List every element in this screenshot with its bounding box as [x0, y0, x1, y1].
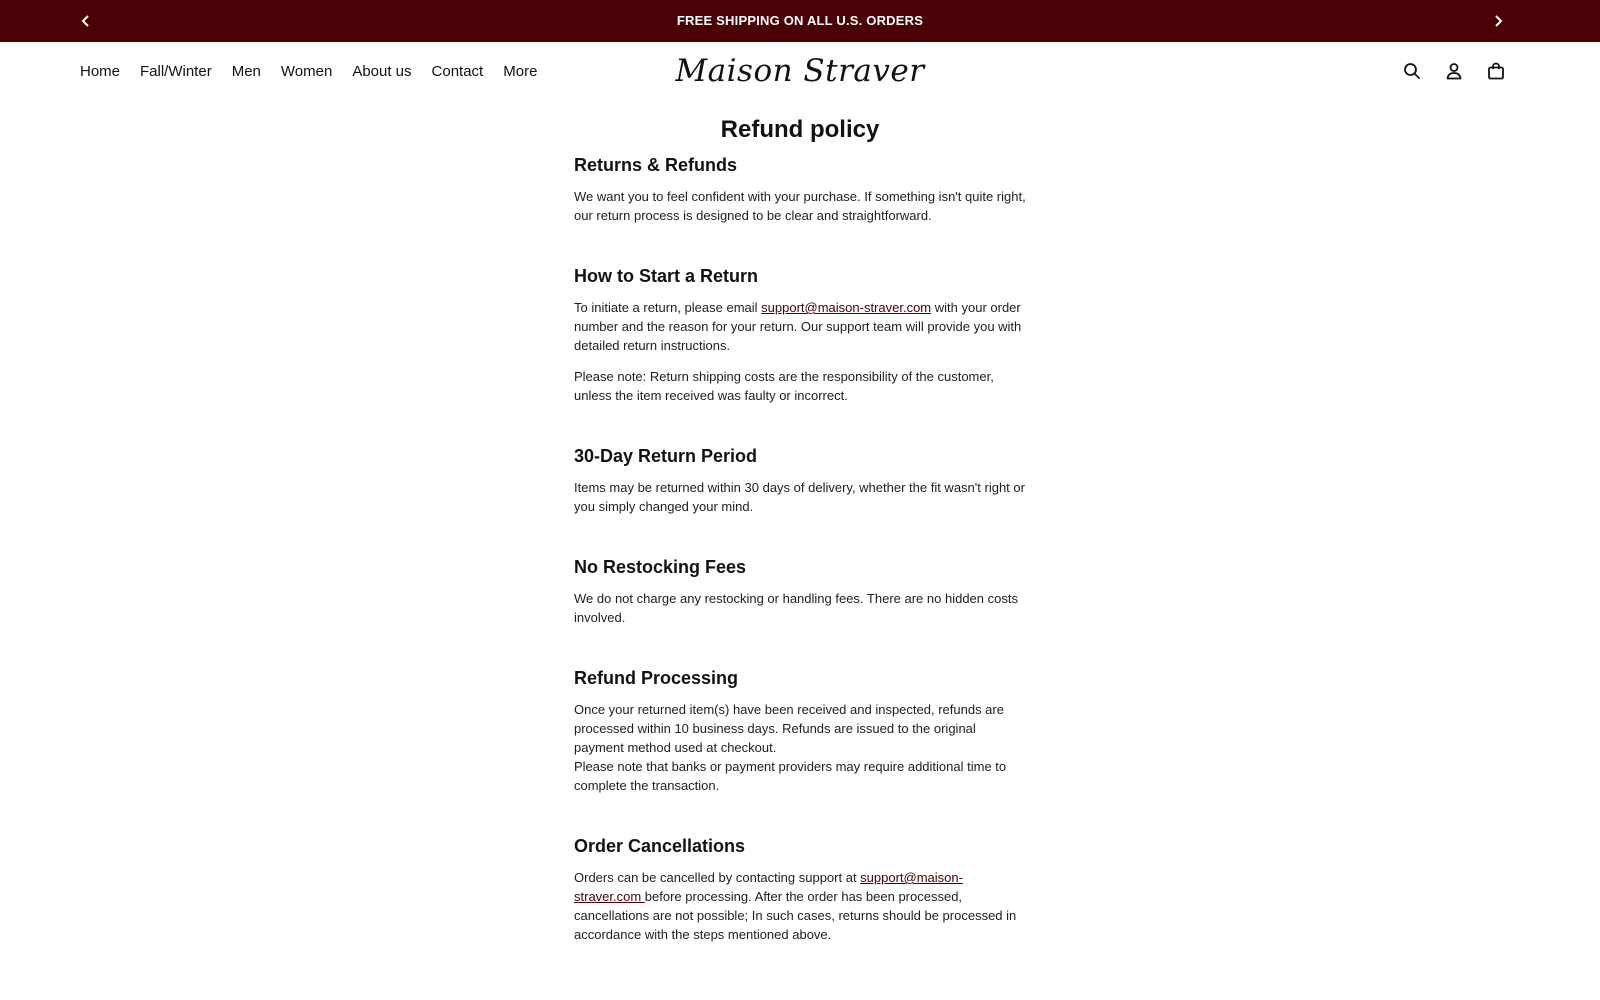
page-title: Refund policy [720, 116, 880, 143]
support-email-link[interactable]: support@maison-straver.com [574, 870, 963, 904]
section-paragraph: We want you to feel confident with your purchase. If something isn't quite right, our return process is designed to be clear and straightforward. [574, 189, 1026, 223]
site-header [0, 42, 1600, 100]
section-paragraph [574, 868, 1028, 944]
cart-button[interactable] [1484, 59, 1508, 83]
nav-men[interactable]: Men [231, 62, 261, 80]
section-refund-processing [574, 665, 1028, 795]
section-paragraph: Please note: Return shipping costs are the responsibility of the customer, unless the item received was faulty or incorrect. [574, 369, 994, 403]
section-paragraph: Please note that banks or payment providers may require additional time to complete the transaction. [574, 759, 1007, 793]
section-start-return [574, 263, 1028, 405]
section-paragraph: We do not charge any restocking or handling fees. There are no hidden costs involved. [574, 591, 1018, 625]
section-heading: Returns & Refunds [574, 155, 738, 175]
section-paragraph [574, 298, 1028, 355]
announcement-bar [0, 0, 1600, 42]
support-email-link[interactable]: support@maison-straver.com [761, 300, 932, 315]
search-button[interactable] [1400, 59, 1424, 83]
account-button[interactable] [1442, 59, 1466, 83]
account-icon [1445, 62, 1463, 80]
main-nav [80, 42, 557, 100]
section-heading: 30-Day Return Period [574, 446, 758, 466]
section-heading: How to Start a Return [574, 266, 759, 286]
nav-fall-winter[interactable]: Fall/Winter [140, 62, 212, 80]
section-order-cancellations [574, 833, 1028, 944]
section-heading: Order Cancellations [574, 836, 746, 856]
section-paragraph: Once your returned item(s) have been received and inspected, refunds are processed within 10 business days. Refunds are issued to the original payment method used at checkout. [574, 702, 1004, 755]
chevron-right-icon [1493, 15, 1503, 27]
nav-more[interactable]: More [503, 62, 538, 80]
header-actions [1400, 59, 1508, 83]
section-heading: No Restocking Fees [574, 557, 747, 577]
paragraph-text: before processing. After the order has been processed, cancellations are not possible; In such cases, returns should be processed in accordance with the steps mentioned above. [574, 889, 1017, 942]
section-restocking-fees [574, 554, 1028, 627]
paragraph-text: with your order number and the reason for your return. Our support team will provide you with detailed return instructions. [574, 300, 1022, 353]
section-heading: Refund Processing [574, 668, 739, 688]
nav-women[interactable]: Women [280, 62, 333, 80]
nav-about-us[interactable]: About us [352, 62, 412, 80]
nav-home[interactable]: Home [80, 62, 121, 80]
announcement-next-button[interactable] [1488, 11, 1508, 31]
cart-icon [1487, 62, 1505, 80]
search-icon [1403, 62, 1421, 80]
paragraph-text: To initiate a return, please email [574, 300, 762, 315]
site-logo[interactable]: Maison Straver [675, 53, 925, 89]
section-paragraph: Items may be returned within 30 days of delivery, whether the fit wasn't right or you simply changed your mind. [574, 480, 1025, 514]
paragraph-text: Orders can be cancelled by contacting support at [574, 870, 861, 885]
section-returns-refunds [574, 152, 1028, 225]
policy-content [574, 112, 1028, 982]
section-return-period [574, 443, 1028, 516]
nav-contact[interactable]: Contact [431, 62, 484, 80]
announcement-text: FREE SHIPPING ON ALL U.S. ORDERS [676, 13, 924, 28]
